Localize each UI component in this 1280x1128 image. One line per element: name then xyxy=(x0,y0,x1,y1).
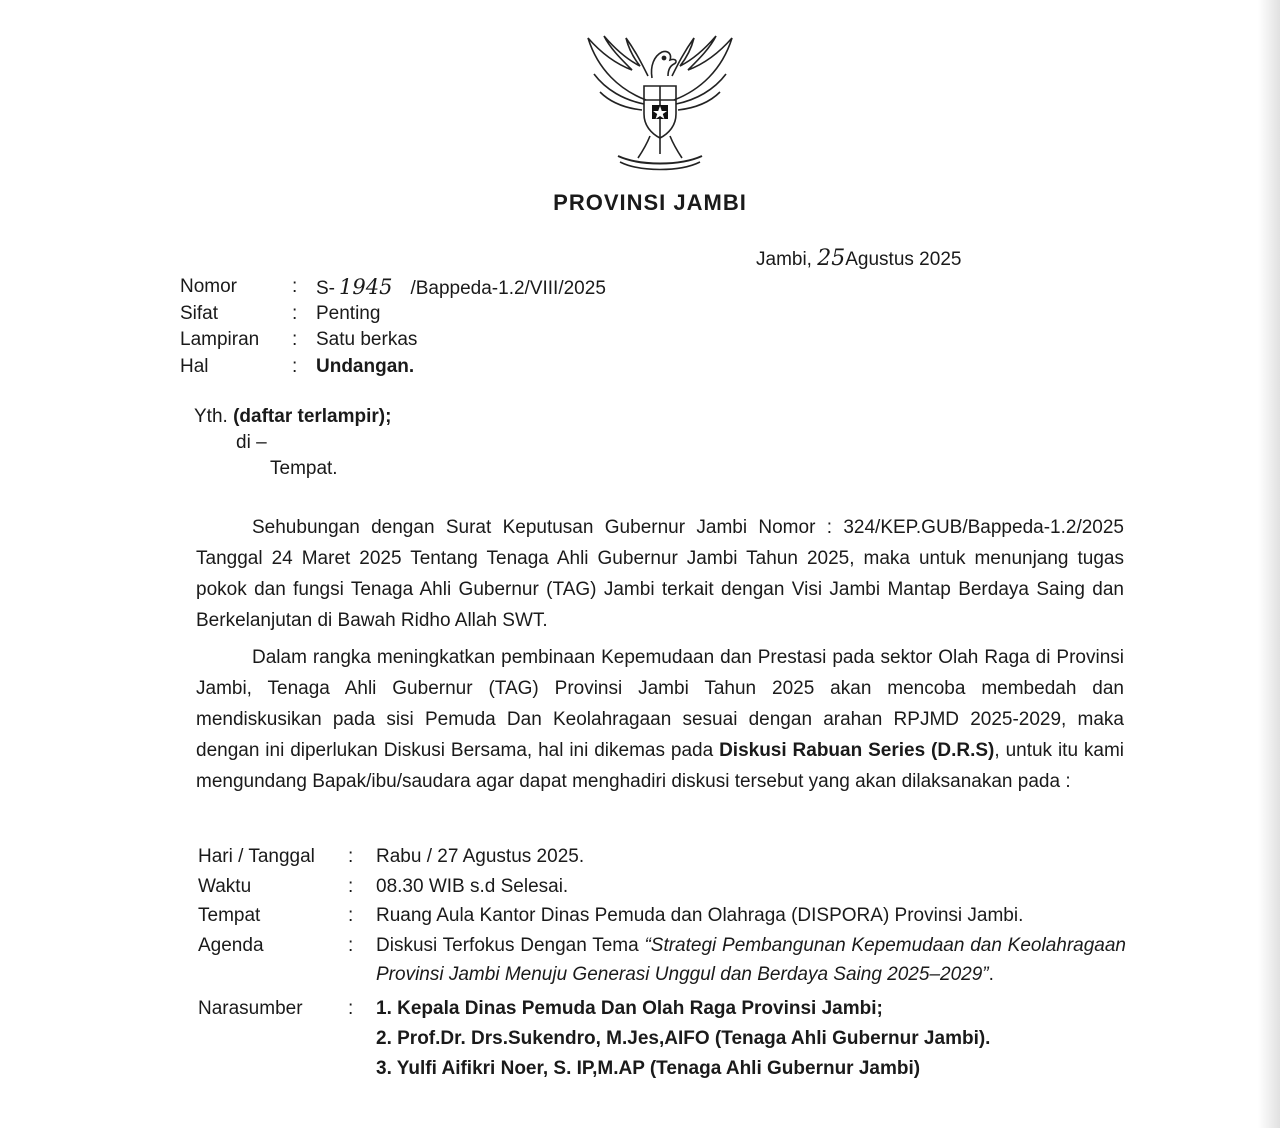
event-details xyxy=(198,842,1126,1084)
para2-text-b: , untuk itu kami mengundang Bapak/ibu/saudara agar dapat menghadiri diskusi tersebut yang akan dilaksanakan pada : xyxy=(196,740,1125,792)
recipient-di: di – xyxy=(236,432,267,453)
recipient-line xyxy=(194,406,391,428)
lampiran-value: Satu berkas xyxy=(316,329,418,351)
garuda-pancasila-emblem-icon xyxy=(580,30,740,175)
sifat-label: Sifat xyxy=(180,302,219,324)
tempat-label: Tempat xyxy=(198,905,261,926)
nomor-prefix: S- xyxy=(316,277,335,299)
agenda-label: Agenda xyxy=(198,934,264,956)
date-day-handwritten: 25 xyxy=(817,246,846,271)
colon: : xyxy=(348,934,354,956)
hari-label: Hari / Tanggal xyxy=(198,846,315,867)
waktu-label: Waktu xyxy=(198,875,252,897)
colon: : xyxy=(348,997,354,1019)
detail-row-waktu xyxy=(198,872,1126,902)
colon: : xyxy=(292,329,298,351)
meta-row-nomor xyxy=(180,274,606,301)
recipient-name: (daftar terlampir); xyxy=(233,406,392,427)
colon: : xyxy=(348,846,354,867)
lampiran-label: Lampiran xyxy=(180,329,260,351)
body-paragraph-2 xyxy=(196,642,1124,797)
colon: : xyxy=(292,355,298,377)
waktu-value: 08.30 WIB s.d Selesai. xyxy=(376,875,569,897)
recipient-block xyxy=(194,406,392,479)
agenda-end: . xyxy=(988,964,994,985)
colon: : xyxy=(292,276,298,298)
speaker-list xyxy=(376,994,1126,1084)
letter-date xyxy=(756,246,961,271)
letter-meta xyxy=(180,274,606,380)
meta-row-hal xyxy=(180,354,606,381)
recipient-tempat: Tempat. xyxy=(270,458,338,479)
date-place: Jambi, xyxy=(756,249,812,270)
meta-row-sifat xyxy=(180,301,606,328)
agenda-theme: “Strategi Pembangunan Kepemudaan dan Keolahragaan Provinsi Jambi Menuju Generasi Unggul dan Berdaya Saing 2025–2029” xyxy=(376,934,1126,985)
detail-row-tempat xyxy=(198,901,1126,931)
para2-event-name: Diskusi Rabuan Series (D.R.S) xyxy=(719,740,995,761)
speaker-item: 3. Yulfi Aifikri Noer, S. IP,M.AP (Tenaga Ahli Gubernur Jambi) xyxy=(376,1057,921,1079)
para2-text-a: Dalam rangka meningkatkan pembinaan Kepemudaan dan Prestasi pada sektor Olah Raga di Provinsi Jambi, Tenaga Ahli Gubernur (TAG) Provinsi Jambi Tahun 2025 akan mencoba membedah dan mendiskusikan pada sisi Pemuda Dan Keolahragaan sesuai dengan arahan RPJMD 2025-2029, maka dengan ini diperlukan Diskusi Bersama, hal ini dikemas pada xyxy=(196,647,1124,761)
yth-label: Yth. xyxy=(194,406,228,427)
hari-value: Rabu / 27 Agustus 2025. xyxy=(376,846,585,867)
detail-row-agenda xyxy=(198,931,1126,990)
hal-label: Hal xyxy=(180,355,209,377)
colon: : xyxy=(292,302,298,324)
body-paragraph-1: Sehubungan dengan Surat Keputusan Gubernur Jambi Nomor : 324/KEP.GUB/Bappeda-1.2/2025 Tanggal 24 Maret 2025 Tentang Tenaga Ahli Gubernur Jambi Tahun 2025, maka untuk menunjang tugas pokok dan fungsi Tenaga Ahli Gubernur (TAG) Jambi terkait dengan Visi Jambi Mantap Berdaya Saing dan Berkelanjutan di Bawah Ridho Allah SWT. xyxy=(196,517,1124,631)
date-month-year: Agustus 2025 xyxy=(845,249,962,270)
agenda-value xyxy=(376,931,1126,990)
colon: : xyxy=(348,875,354,897)
page-edge-shadow xyxy=(1258,0,1280,1128)
colon: : xyxy=(348,905,354,926)
meta-row-lampiran xyxy=(180,327,606,354)
nomor-label: Nomor xyxy=(180,276,238,298)
header-title: PROVINSI JAMBI xyxy=(553,190,747,215)
detail-row-hari xyxy=(198,842,1126,872)
nomor-suffix: /Bappeda-1.2/VIII/2025 xyxy=(410,277,606,299)
detail-row-narasumber xyxy=(198,994,1126,1084)
speaker-item: 2. Prof.Dr. Drs.Sukendro, M.Jes,AIFO (Tenaga Ahli Gubernur Jambi). xyxy=(376,1027,991,1049)
nomor-number-handwritten: 1945 xyxy=(339,274,393,299)
agenda-prefix: Diskusi Terfokus Dengan Tema xyxy=(376,934,645,956)
sifat-value: Penting xyxy=(316,302,381,324)
speaker-item: 1. Kepala Dinas Pemuda Dan Olah Raga Provinsi Jambi; xyxy=(376,997,883,1019)
narasumber-label: Narasumber xyxy=(198,997,303,1019)
nomor-value xyxy=(316,275,606,300)
hal-value: Undangan. xyxy=(316,355,415,377)
tempat-value: Ruang Aula Kantor Dinas Pemuda dan Olahraga (DISPORA) Provinsi Jambi. xyxy=(376,905,1024,926)
